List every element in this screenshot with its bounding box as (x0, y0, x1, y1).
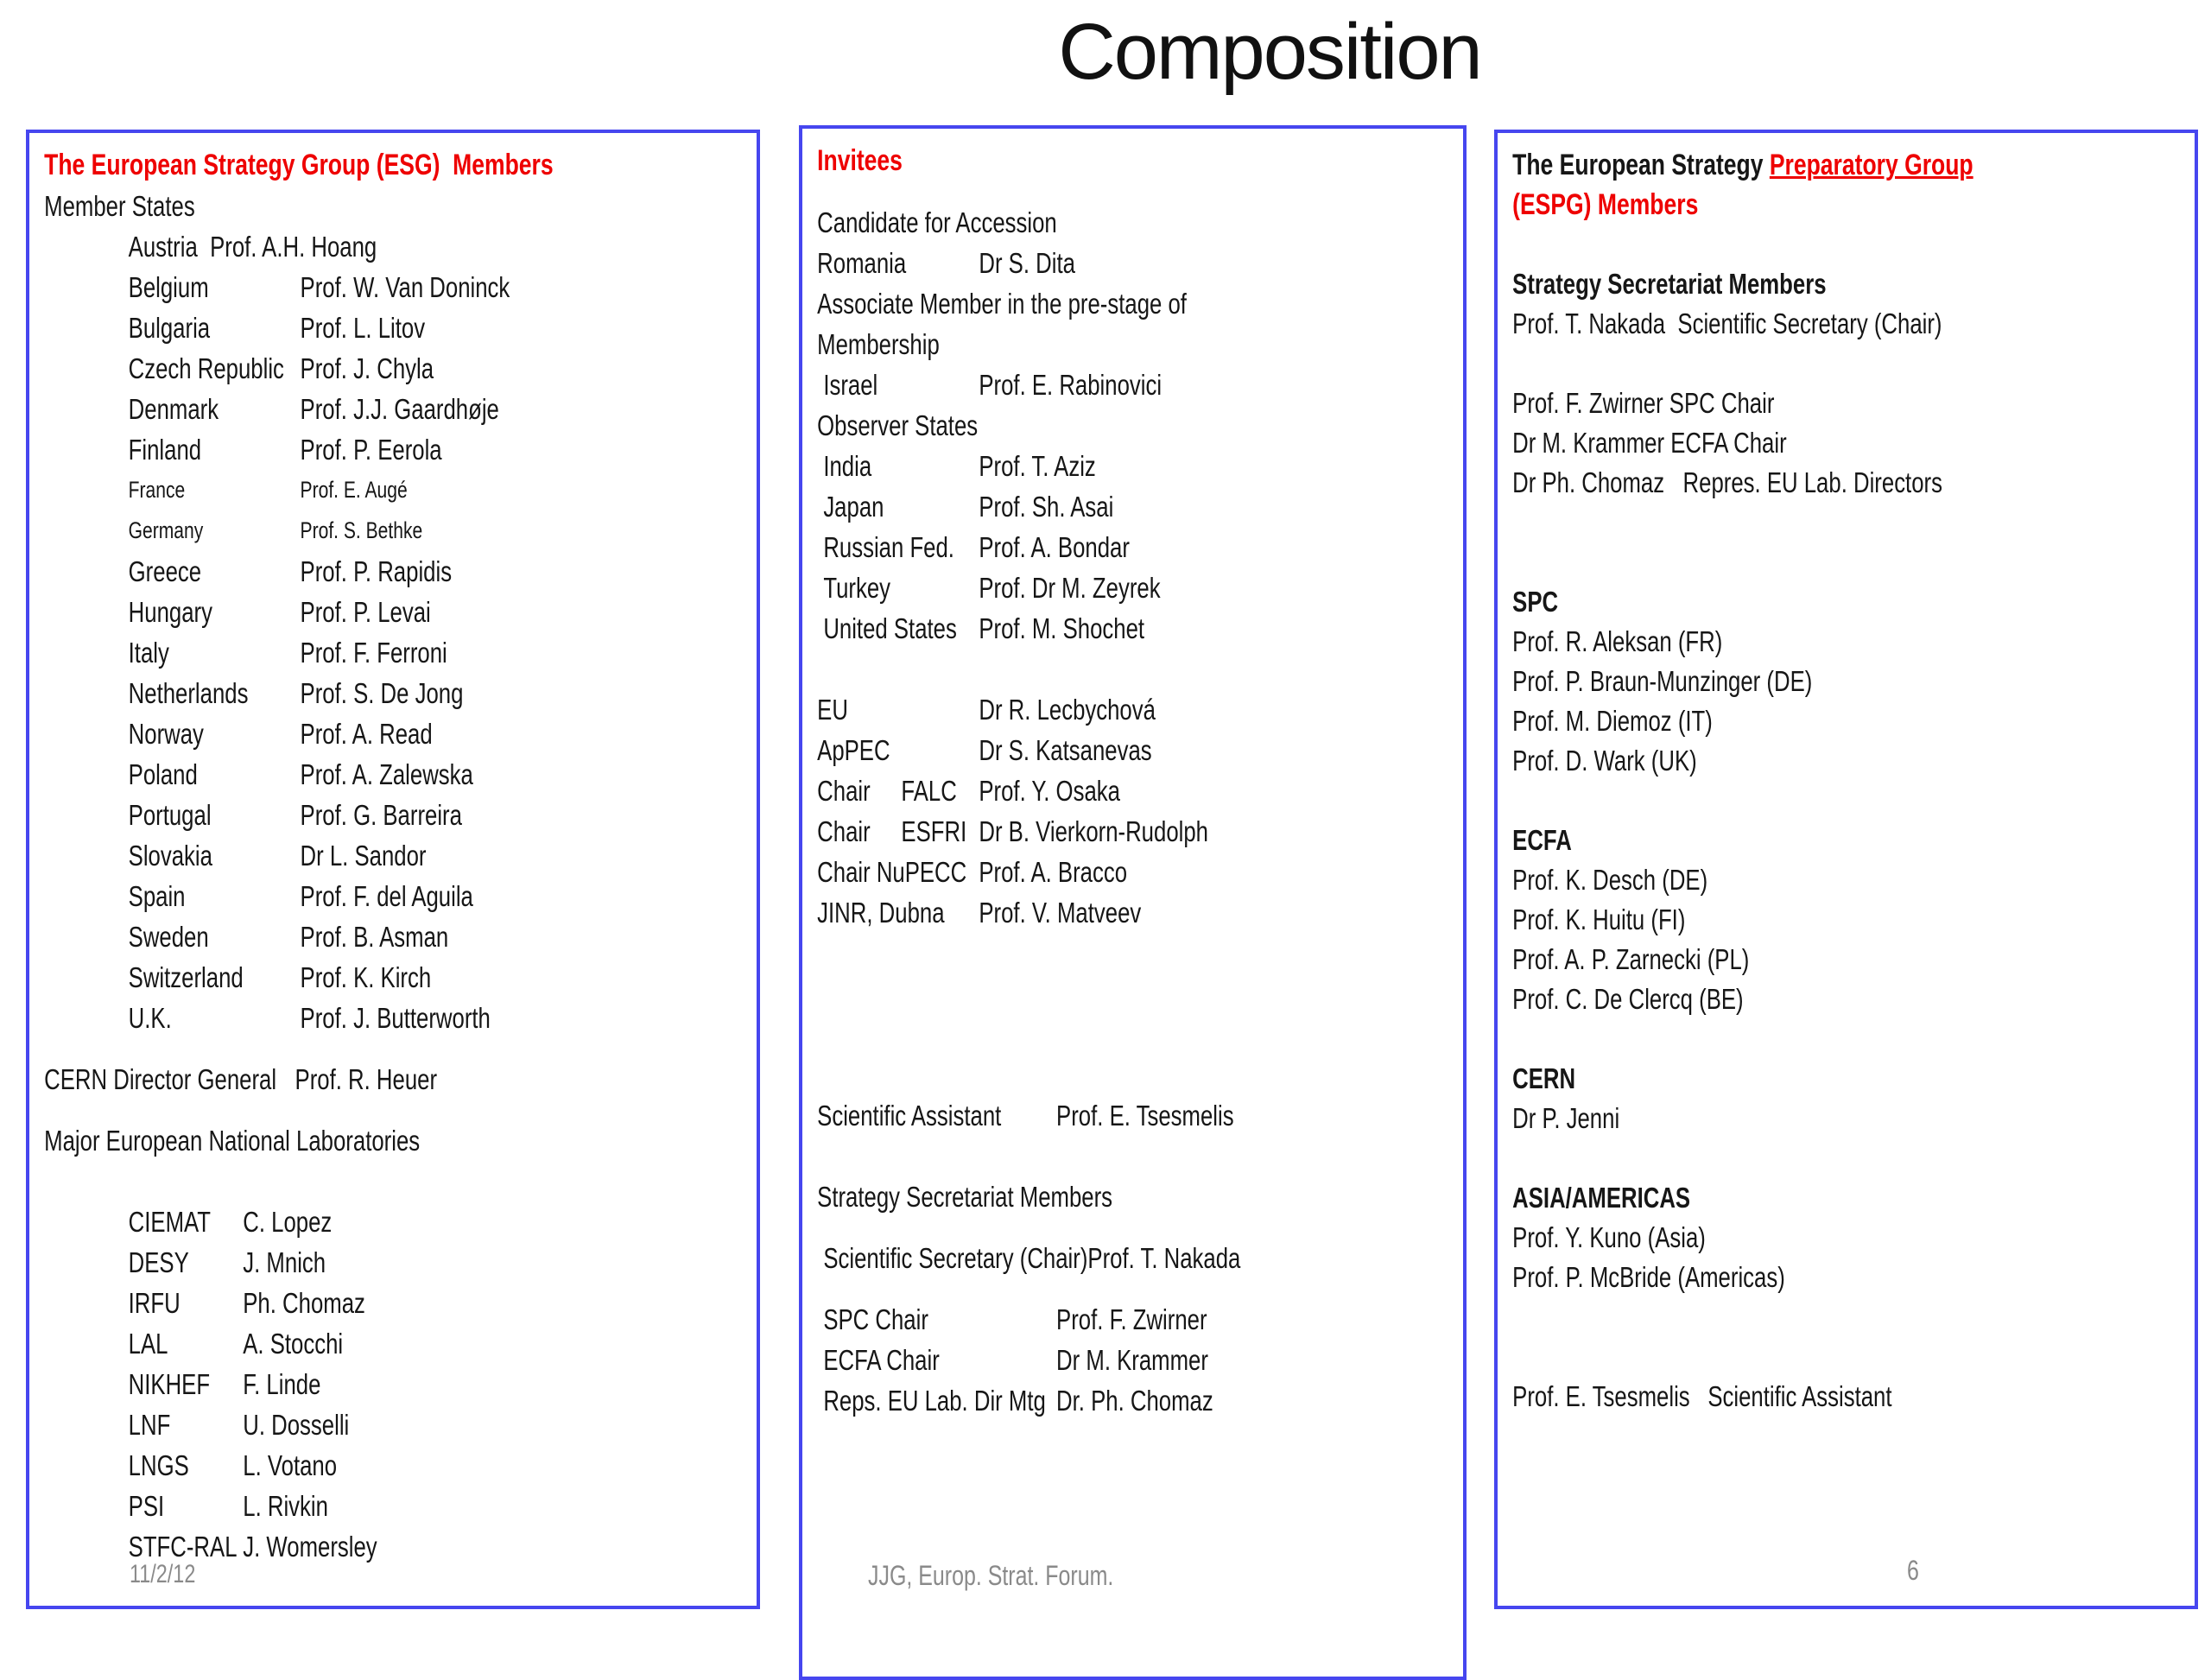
member-name: Prof. S. De Jong (300, 677, 464, 709)
member-row (44, 916, 744, 957)
slide-footer (868, 1560, 1183, 1592)
member-label: Chair FALC (817, 775, 957, 807)
text-line: Membership (817, 328, 940, 360)
text-line: Prof. A. P. Zarnecki (PL) (1512, 943, 1750, 975)
text-line: Prof. K. Desch (DE) (1512, 864, 1708, 896)
text-line: Scientific Secretary (Chair)Prof. T. Nakada (817, 1242, 1241, 1274)
member-label: Spain (128, 880, 186, 912)
member-label: Netherlands (128, 677, 249, 709)
section-heading: CERN (1512, 1062, 1576, 1094)
heading-run: Preparatory Group (1769, 149, 1973, 181)
member-name: Prof. E. Rabinovici (979, 369, 1163, 401)
member-row (44, 1445, 744, 1486)
espg-members-panel (1494, 130, 2198, 1609)
panel-heading (1512, 145, 2182, 185)
heading-run: The European Strategy (1512, 149, 1770, 181)
member-row (817, 567, 1451, 608)
member-name: Prof. A. Bracco (979, 856, 1128, 888)
member-name: Prof. P. Levai (300, 596, 431, 628)
member-row (44, 1201, 744, 1242)
member-row (817, 1299, 1451, 1340)
member-name: J. Mnich (243, 1246, 326, 1278)
member-label: Reps. EU Lab. Dir Mtg (817, 1385, 1046, 1417)
member-row (44, 389, 744, 429)
section-heading: Strategy Secretariat Members (1512, 268, 1827, 300)
member-name: Dr R. Lecbychová (979, 694, 1156, 726)
member-row (44, 307, 744, 348)
member-name: F. Linde (243, 1368, 321, 1400)
member-label: STFC-RAL (128, 1531, 238, 1563)
slide-date-text: 11/2/12 (130, 1560, 196, 1588)
blank-line (44, 1100, 744, 1120)
blank-line (44, 1161, 744, 1201)
member-label: Sweden (128, 921, 209, 953)
member-label: France (128, 477, 186, 503)
section-heading: ASIA/AMERICAS (1512, 1182, 1691, 1214)
member-row (44, 1404, 744, 1445)
member-name: Prof. J.J. Gaardhøje (300, 393, 499, 425)
heading-run: (ESPG) Members (1512, 188, 1699, 221)
member-name: Prof. M. Shochet (979, 612, 1145, 644)
member-label: Greece (128, 555, 202, 587)
member-name: Ph. Chomaz (243, 1287, 365, 1319)
member-name: Dr L. Sandor (300, 840, 427, 872)
member-row (44, 1486, 744, 1526)
blank-line (817, 1217, 1451, 1238)
blank-line (1512, 1337, 2182, 1377)
member-row (817, 852, 1451, 892)
member-row (817, 811, 1451, 852)
member-row (817, 527, 1451, 567)
member-label: CIEMAT (128, 1206, 212, 1238)
member-row (44, 592, 744, 632)
member-row (44, 348, 744, 389)
member-label: PSI (128, 1490, 165, 1522)
member-row (817, 689, 1451, 730)
member-name: Prof. S. Bethke (300, 517, 423, 543)
member-name: A. Stocchi (243, 1328, 344, 1360)
member-label: LNGS (128, 1449, 189, 1481)
member-name: Prof. G. Barreira (300, 799, 462, 831)
member-label: Turkey (817, 572, 891, 604)
blank-line (817, 1136, 1451, 1176)
member-row (44, 1364, 744, 1404)
member-label: U.K. (128, 1002, 172, 1034)
member-label: Norway (128, 718, 204, 750)
member-label: Switzerland (128, 961, 244, 993)
text-line: Major European National Laboratories (44, 1125, 421, 1157)
member-label: EU (817, 694, 848, 726)
member-label: Russian Fed. (817, 531, 954, 563)
blank-line (1512, 1297, 2182, 1337)
member-name: Prof. F. Ferroni (300, 637, 447, 669)
member-row (44, 876, 744, 916)
member-label: Portugal (128, 799, 212, 831)
page-number (1907, 1555, 1923, 1587)
member-label: Chair ESFRI (817, 815, 967, 847)
blank-line (817, 933, 1451, 973)
member-label: Denmark (128, 393, 219, 425)
member-label: Belgium (128, 271, 209, 303)
member-row (817, 892, 1451, 933)
member-label: Prof. E. Tsesmelis (1512, 1380, 1690, 1412)
member-row (44, 835, 744, 876)
slide-footer-text: JJG, Europ. Strat. Forum. (868, 1560, 1114, 1591)
member-name: Dr S. Katsanevas (979, 734, 1152, 766)
member-name: Prof. F. Zwirner (1056, 1303, 1207, 1335)
member-label: Hungary (128, 596, 212, 628)
blank-line (1512, 542, 2182, 582)
member-name: Dr S. Dita (979, 247, 1075, 279)
text-line: Member States (44, 190, 195, 222)
member-name: J. Womersley (243, 1531, 377, 1563)
member-label: Scientific Assistant (817, 1100, 1002, 1132)
member-row (44, 510, 744, 551)
panel-heading (1512, 185, 2182, 225)
member-label: SPC Chair (817, 1303, 928, 1335)
slide-date (130, 1560, 214, 1589)
member-name: Prof. A. Zalewska (300, 758, 473, 790)
member-name: Dr B. Vierkorn-Rudolph (979, 815, 1208, 847)
member-row (44, 998, 744, 1038)
member-label: Czech Republic (128, 352, 284, 384)
member-name: Prof. J. Chyla (300, 352, 434, 384)
member-label: Bulgaria (128, 312, 211, 344)
member-label: Romania (817, 247, 907, 279)
blank-line (1512, 503, 2182, 542)
member-row (817, 1340, 1451, 1380)
member-row (44, 1242, 744, 1283)
member-name: Prof. V. Matveev (979, 897, 1142, 929)
member-name: L. Rivkin (243, 1490, 328, 1522)
blank-line (817, 649, 1451, 689)
member-name: Scientific Assistant (1707, 1380, 1892, 1412)
member-label: Japan (817, 491, 884, 523)
member-row (44, 754, 744, 795)
blank-line (817, 1055, 1451, 1095)
member-row (44, 632, 744, 673)
member-row (44, 713, 744, 754)
text-line: Associate Member in the pre-stage of (817, 288, 1187, 320)
panel-heading: Invitees (817, 144, 903, 177)
member-name: L. Votano (243, 1449, 338, 1481)
member-row (817, 243, 1451, 283)
member-label: JINR, Dubna (817, 897, 945, 929)
blank-line (44, 1038, 744, 1059)
text-line: Candidate for Accession (817, 206, 1057, 238)
text-line: Prof. Y. Kuno (Asia) (1512, 1221, 1706, 1253)
member-row (44, 551, 744, 592)
text-line: CERN Director General Prof. R. Heuer (44, 1063, 438, 1095)
text-line: Dr Ph. Chomaz Repres. EU Lab. Directors (1512, 466, 1942, 498)
invitees-content (802, 129, 1463, 1421)
text-line: Prof. K. Huitu (FI) (1512, 903, 1686, 935)
member-name: Prof. T. Aziz (979, 450, 1096, 482)
text-line: Prof. R. Aleksan (FR) (1512, 625, 1723, 657)
text-line: Prof. P. McBride (Americas) (1512, 1261, 1785, 1293)
blank-line (817, 1278, 1451, 1299)
blank-line (1512, 225, 2182, 264)
member-row (44, 1283, 744, 1323)
invitees-panel (799, 125, 1467, 1680)
member-label: ApPEC (817, 734, 890, 766)
member-label: LNF (128, 1409, 171, 1441)
member-row (44, 267, 744, 307)
member-label: India (817, 450, 872, 482)
blank-line (817, 973, 1451, 1014)
text-line: Prof. P. Braun-Munzinger (DE) (1512, 665, 1813, 697)
member-name: U. Dosselli (243, 1409, 350, 1441)
blank-line (817, 181, 1451, 202)
member-name: Prof. A. Read (300, 718, 433, 750)
member-label: Chair NuPECC (817, 856, 967, 888)
text-line: Dr M. Krammer ECFA Chair (1512, 427, 1787, 459)
page-number-text: 6 (1907, 1555, 1919, 1586)
member-label: DESY (128, 1246, 189, 1278)
member-name: Prof. K. Kirch (300, 961, 432, 993)
member-label: Italy (128, 637, 169, 669)
blank-line (1512, 344, 2182, 384)
member-name: Dr M. Krammer (1056, 1344, 1208, 1376)
member-name: Prof. E. Tsesmelis (1056, 1100, 1234, 1132)
member-name: Prof. Y. Osaka (979, 775, 1120, 807)
member-label: Slovakia (128, 840, 212, 872)
member-name: C. Lopez (243, 1206, 333, 1238)
member-name: Prof. B. Asman (300, 921, 449, 953)
blank-line (817, 1014, 1451, 1055)
member-label: ECFA Chair (817, 1344, 940, 1376)
section-heading: ECFA (1512, 824, 1572, 856)
member-label: Finland (128, 434, 202, 466)
member-label: IRFU (128, 1287, 181, 1319)
member-label: LAL (128, 1328, 168, 1360)
panel-heading: The European Strategy Group (ESG) Members (44, 149, 554, 181)
esg-members-content (29, 133, 757, 1567)
member-row (817, 770, 1451, 811)
member-name: Prof. W. Van Doninck (300, 271, 510, 303)
text-line: Prof. F. Zwirner SPC Chair (1512, 387, 1775, 419)
member-name: Prof. Sh. Asai (979, 491, 1114, 523)
member-name: Prof. P. Eerola (300, 434, 442, 466)
member-row (817, 608, 1451, 649)
member-label: Poland (128, 758, 198, 790)
blank-line (1512, 1138, 2182, 1178)
member-row (44, 795, 744, 835)
blank-line (1512, 781, 2182, 821)
text-line: Prof. M. Diemoz (IT) (1512, 705, 1713, 737)
text-line: Strategy Secretariat Members (817, 1181, 1113, 1213)
esg-members-panel (26, 130, 760, 1609)
member-name: Prof. Dr M. Zeyrek (979, 572, 1161, 604)
text-line: Prof. C. De Clercq (BE) (1512, 983, 1744, 1015)
text-line: Prof. D. Wark (UK) (1512, 745, 1697, 777)
member-name: Prof. J. Butterworth (300, 1002, 491, 1034)
member-name: Prof. A. Bondar (979, 531, 1130, 563)
text-line: Austria Prof. A.H. Hoang (128, 231, 377, 263)
member-row (44, 429, 744, 470)
member-row (44, 673, 744, 713)
member-row (817, 486, 1451, 527)
member-label: Germany (128, 517, 204, 543)
member-name: Prof. L. Litov (300, 312, 426, 344)
member-label: NIKHEF (128, 1368, 211, 1400)
member-row (817, 730, 1451, 770)
member-label: United States (817, 612, 957, 644)
member-row (1512, 1377, 2182, 1417)
text-line: Observer States (817, 409, 979, 441)
text-line: Dr P. Jenni (1512, 1102, 1620, 1134)
member-row (817, 446, 1451, 486)
member-row (817, 1380, 1451, 1421)
text-line: Prof. T. Nakada Scientific Secretary (Chair) (1512, 307, 1942, 339)
member-row (817, 365, 1451, 405)
member-name: Prof. F. del Aguila (300, 880, 473, 912)
member-row (44, 470, 744, 510)
member-row (44, 957, 744, 998)
member-row (817, 1095, 1451, 1136)
espg-members-content (1498, 133, 2195, 1417)
member-name: Dr. Ph. Chomaz (1056, 1385, 1213, 1417)
member-name: Prof. E. Augé (300, 477, 408, 503)
section-heading: SPC (1512, 586, 1559, 618)
slide-title: Composition (1058, 8, 1481, 96)
blank-line (1512, 1019, 2182, 1059)
member-name: Prof. P. Rapidis (300, 555, 453, 587)
member-row (44, 1323, 744, 1364)
member-label: Israel (817, 369, 878, 401)
